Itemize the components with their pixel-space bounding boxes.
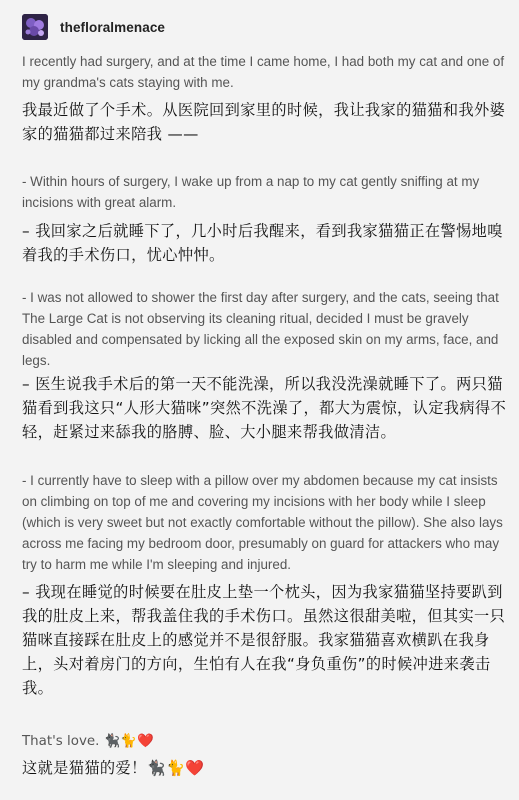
avatar[interactable] — [22, 14, 48, 40]
paragraph-en: That's love. 🐈‍⬛🐈❤️ — [22, 734, 154, 749]
paragraph-en: - Within hours of surgery, I wake up from a nap to my cat gently sniffing at my incisions with great alarm. — [22, 174, 480, 210]
paragraph-zh: – 我现在睡觉的时候要在肚皮上垫一个枕头，因为我家猫猫坚持要趴到我的肚皮上来，帮我盖住我的手术伤口。虽然这很甜美啦，但其实一只猫咪直接踩在肚皮上的感觉并不是很舒服。我家猫猫喜欢横趴在我身上，头对着房门的方向，生怕有人在我“身负重伤”的时候冲进来袭击我。 — [22, 583, 506, 697]
paragraph-en: I recently had surgery, and at the time I came home, I had both my cat and one of my grandma's cats staying with me. — [22, 54, 505, 90]
post-header — [22, 14, 165, 40]
paragraph-zh: 这就是猫猫的爱！🐈‍⬛🐈❤️ — [22, 759, 205, 777]
username[interactable]: thefloralmenace — [60, 19, 166, 35]
paragraph-zh: – 我回家之后就睡下了，几小时后我醒来，看到我家猫猫正在警惕地嗅着我的手术伤口，忧心忡忡。 — [22, 222, 503, 264]
paragraph-zh: – 医生说我手术后的第一天不能洗澡，所以我没洗澡就睡下了。两只猫猫看到我这只“人形大猫咪”突然不洗澡了，都大为震惊，认定我病得不轻，赶紧过来舔我的胳膊、脸、大小腿来帮我做清洁。 — [22, 375, 507, 441]
paragraph-en: - I currently have to sleep with a pillow over my abdomen because my cat insists on climbing on top of me and covering my incisions with her body while I sleep (which is very sweet but not exactly comfortable without the pillow). She also lays across me facing my bedroom door, presumably on guard for attackers who may try to harm me while I'm sleeping and injured. — [22, 473, 503, 572]
paragraph-en: - I was not allowed to shower the first day after surgery, and the cats, seeing that The Large Cat is not observing its cleaning ritual, decided I must be gravely disabled and compensated by licking all the exposed skin on my arms, face, and legs. — [22, 290, 499, 368]
paragraph-zh: 我最近做了个手术。从医院回到家里的时候，我让我家的猫猫和我外婆家的猫猫都过来陪我 —— — [22, 101, 506, 143]
